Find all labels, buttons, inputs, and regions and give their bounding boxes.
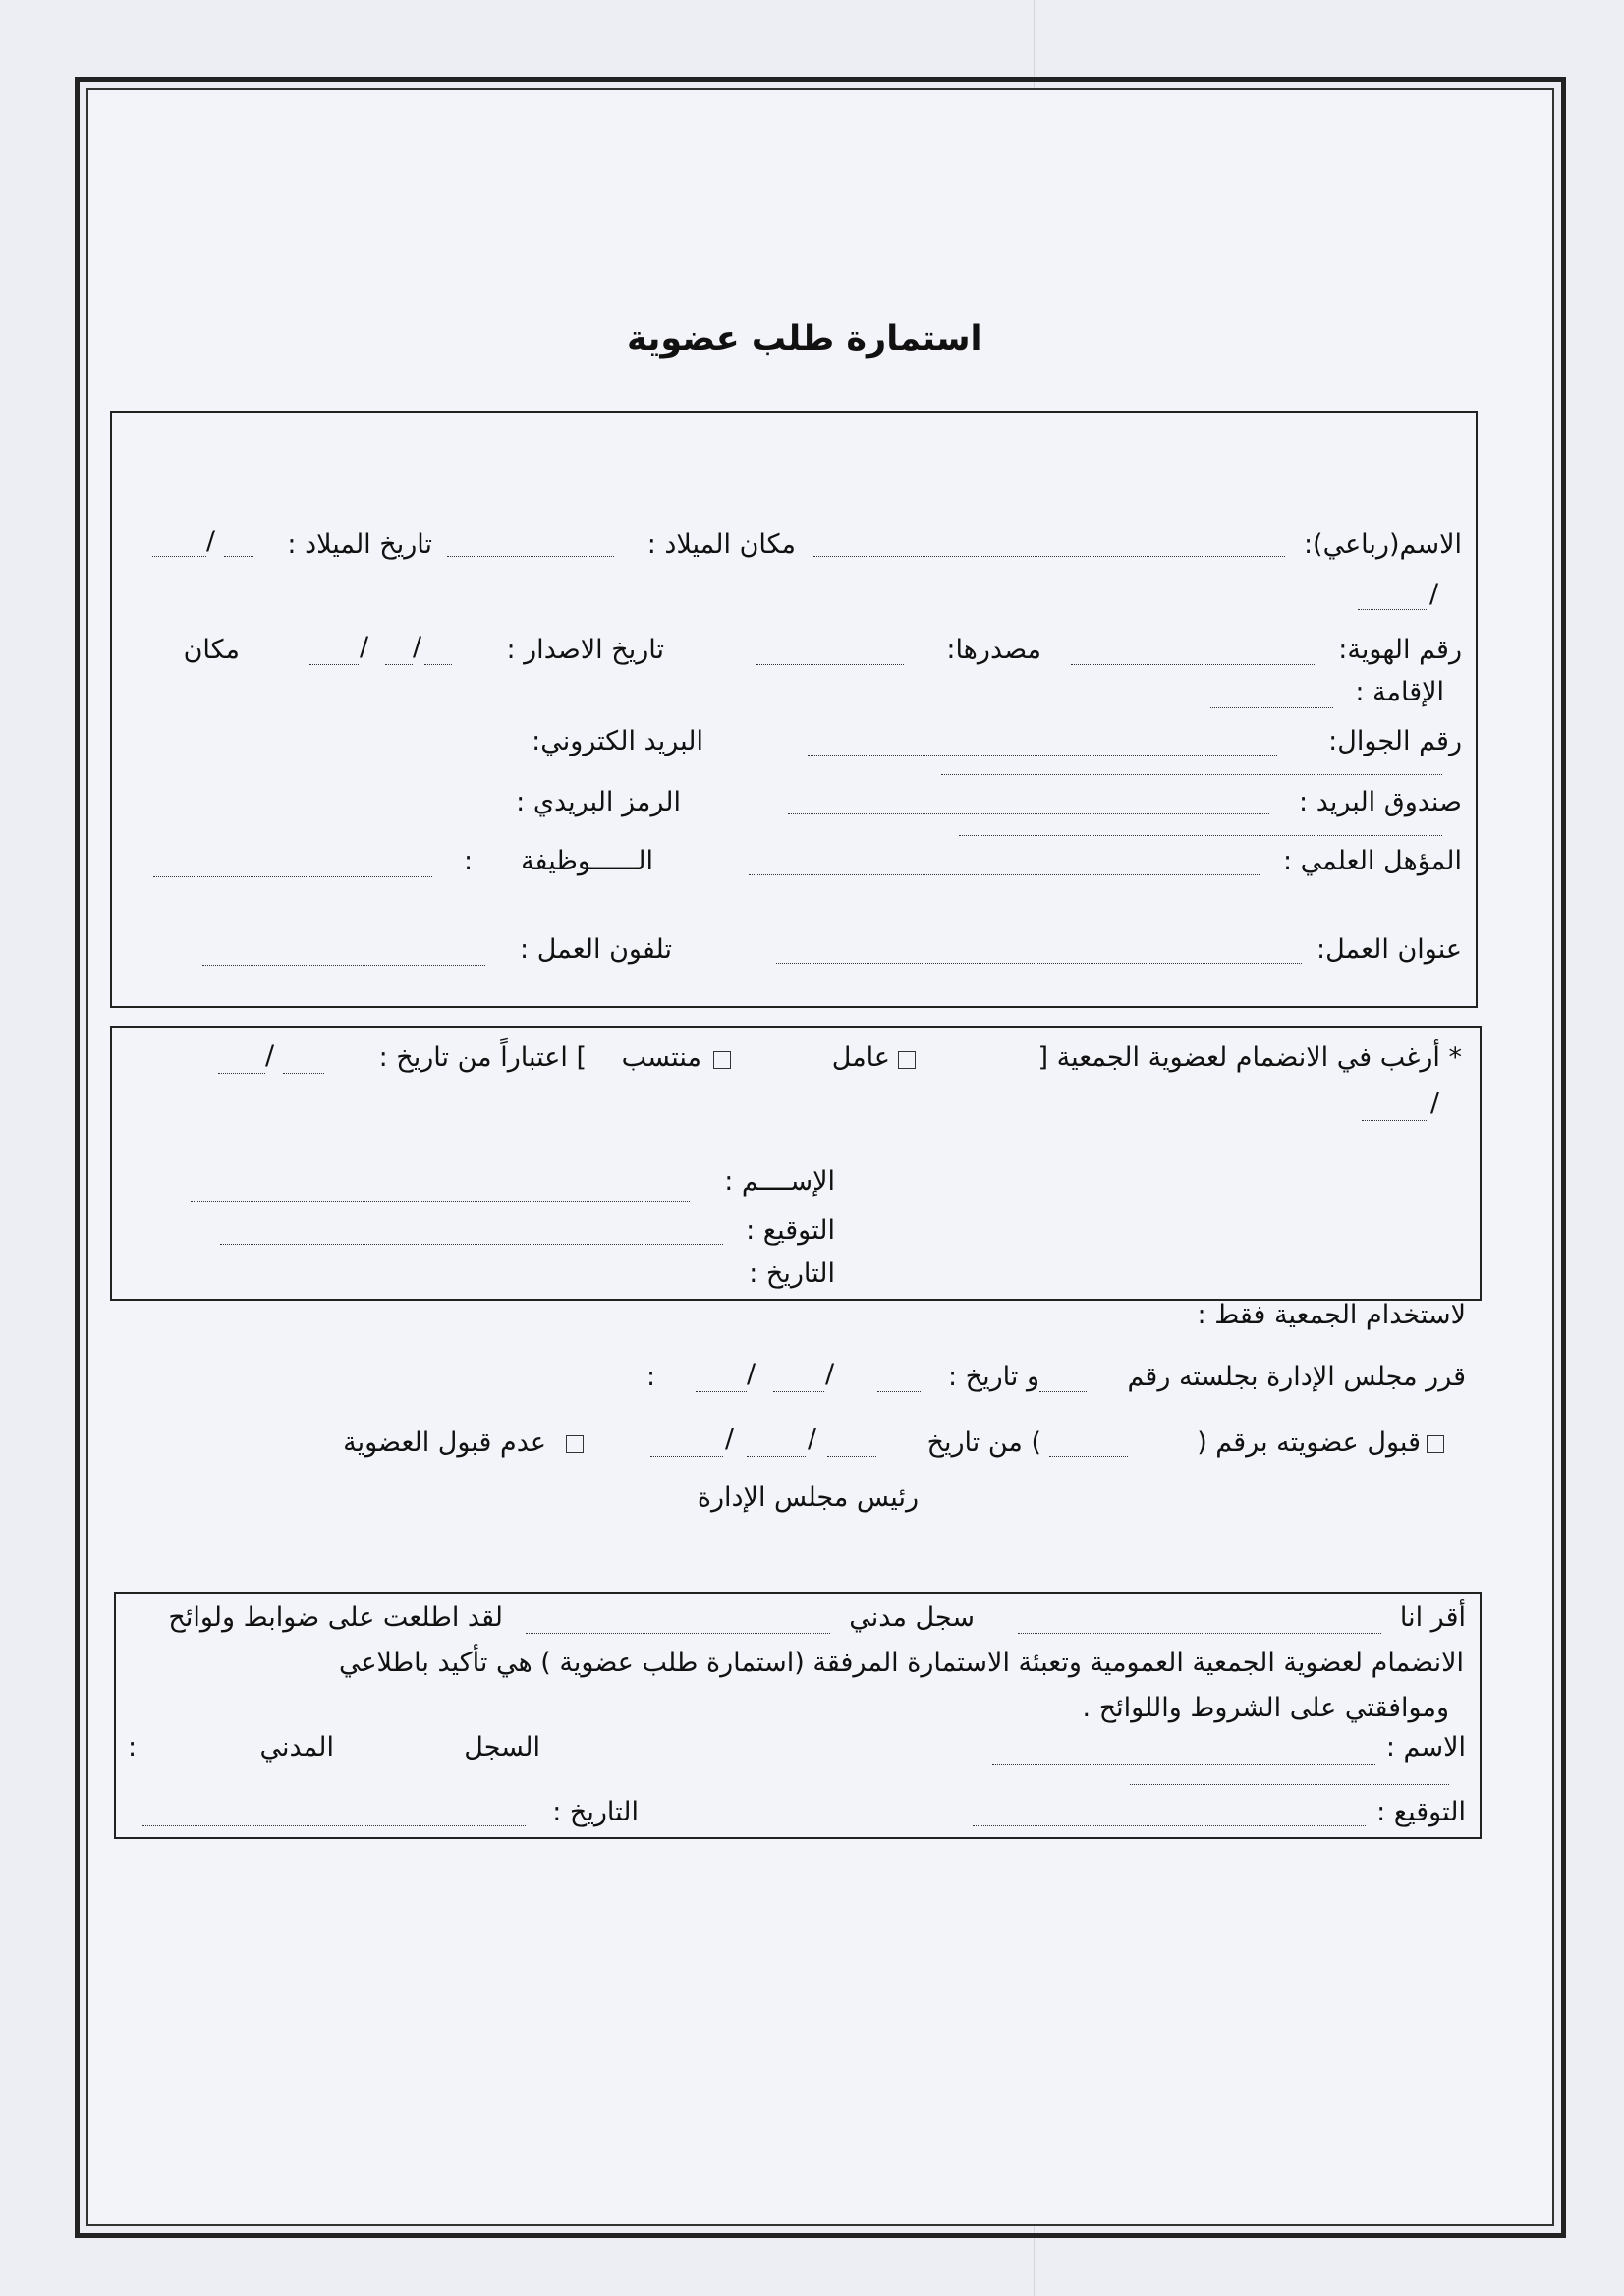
work-address-field[interactable] — [776, 963, 1302, 964]
applicant-signature-field[interactable] — [220, 1244, 723, 1245]
decision-date-label: و تاريخ : — [947, 1362, 1039, 1392]
board-chairman-text: رئيس مجلس الإدارة — [697, 1483, 919, 1513]
civil-reg-label-2: السجل — [464, 1732, 540, 1763]
civil-reg-label-3: المدني — [259, 1732, 334, 1763]
worker-checkbox[interactable] — [898, 1051, 916, 1069]
date-slash: / — [206, 526, 216, 556]
from-month-field[interactable] — [218, 1073, 265, 1074]
mobile-label: رقم الجوال: — [1328, 726, 1462, 756]
decision-year-field[interactable] — [696, 1391, 747, 1392]
birth-year-field[interactable] — [1358, 609, 1428, 610]
declarant-name-field[interactable] — [1018, 1633, 1381, 1634]
declarant-signature-label: التوقيع : — [1376, 1797, 1466, 1827]
birth-place-label: مكان الميلاد : — [646, 530, 796, 560]
form-title: استمارة طلب عضوية — [627, 319, 982, 359]
issue-year-field[interactable] — [309, 664, 359, 665]
declaration-line2: الانضمام لعضوية الجمعية العمومية وتعبئة الاستمارة المرفقة (استمارة طلب عضوية ) هي تأكيد باطلاعي — [338, 1648, 1464, 1678]
job-colon: : — [464, 846, 474, 876]
residence-label: مكان — [183, 635, 240, 665]
id-source-field[interactable] — [756, 664, 904, 665]
applicant-date-label: التاريخ : — [749, 1259, 835, 1289]
date-slash: / — [265, 1040, 275, 1071]
declaration-line3: وموافقتي على الشروط واللوائح . — [1082, 1693, 1449, 1723]
membership-request-text: * أرغب في الانضمام لعضوية الجمعية [ — [1037, 1042, 1462, 1073]
qualification-label: المؤهل العلمي : — [1282, 846, 1462, 876]
accept-year-field[interactable] — [650, 1456, 723, 1457]
name-label: الاسم(رباعي): — [1303, 530, 1462, 560]
reg-colon: : — [128, 1732, 138, 1763]
date-slash: / — [825, 1359, 835, 1389]
issue-date-label: تاريخ الاصدار : — [506, 635, 664, 665]
affiliate-label: منتسب — [621, 1042, 701, 1073]
birth-month-field[interactable] — [152, 556, 206, 557]
session-number-field[interactable] — [1039, 1391, 1087, 1392]
date-slash: / — [1430, 1088, 1440, 1118]
job-label: الــــــوظيفة — [521, 846, 653, 876]
accept-from-date-text: ) من تاريخ — [926, 1428, 1041, 1458]
civil-reg-field[interactable] — [526, 1633, 830, 1634]
date-slash: / — [725, 1424, 735, 1454]
declarant-date-field[interactable] — [142, 1825, 526, 1826]
declarant-date-label: التاريخ : — [552, 1797, 639, 1827]
birth-date-label: تاريخ الميلاد : — [287, 530, 432, 560]
id-number-field[interactable] — [1071, 664, 1316, 665]
decision-day-field[interactable] — [877, 1391, 921, 1392]
declaration-i-am: أقر انا — [1399, 1602, 1466, 1633]
date-slash: / — [360, 632, 369, 662]
work-phone-label: تلفون العمل : — [520, 934, 672, 965]
postal-code-field[interactable] — [959, 835, 1442, 836]
civil-reg-label: سجل مدني — [849, 1602, 975, 1633]
birth-place-field[interactable] — [447, 556, 614, 557]
issue-month-field[interactable] — [385, 664, 413, 665]
pobox-field[interactable] — [788, 813, 1269, 814]
accept-checkbox[interactable] — [1427, 1435, 1444, 1453]
from-date-label: ] اعتباراً من تاريخ : — [378, 1042, 587, 1073]
declarant-name-sign-field[interactable] — [992, 1764, 1375, 1765]
membership-number-field[interactable] — [1049, 1456, 1128, 1457]
accept-day-field[interactable] — [827, 1456, 876, 1457]
id-source-label: مصدرها: — [946, 635, 1041, 665]
name-field[interactable] — [813, 556, 1285, 557]
date-slash: / — [747, 1359, 756, 1389]
job-field[interactable] — [153, 876, 432, 877]
id-number-label: رقم الهوية: — [1338, 635, 1462, 665]
declaration-line1: لقد اطلعت على ضوابط ولوائح — [168, 1602, 503, 1633]
residence-field[interactable] — [1210, 707, 1333, 708]
from-day-field[interactable] — [283, 1073, 324, 1074]
birth-day-field[interactable] — [224, 556, 253, 557]
date-slash: / — [413, 632, 422, 662]
civil-reg-number-field[interactable] — [1130, 1784, 1449, 1785]
qualification-field[interactable] — [749, 874, 1260, 875]
accept-month-field[interactable] — [747, 1456, 806, 1457]
residence-label-cont: الإقامة : — [1355, 677, 1444, 707]
issue-day-field[interactable] — [424, 664, 452, 665]
personal-info-section — [110, 411, 1478, 1008]
reject-checkbox[interactable] — [566, 1435, 584, 1453]
board-decision-text: قرر مجلس الإدارة بجلسته رقم — [1127, 1362, 1466, 1392]
pobox-label: صندوق البريد : — [1299, 787, 1462, 817]
declarant-signature-field[interactable] — [973, 1825, 1366, 1826]
email-label: البريد الكتروني: — [532, 726, 703, 756]
mobile-field[interactable] — [808, 755, 1277, 756]
affiliate-checkbox[interactable] — [713, 1051, 731, 1069]
office-use-heading: لاستخدام الجمعية فقط : — [1197, 1300, 1466, 1330]
email-field[interactable] — [941, 774, 1442, 775]
applicant-name-field[interactable] — [191, 1201, 690, 1202]
date-slash: / — [1429, 579, 1439, 609]
declarant-name-label: الاسم : — [1385, 1732, 1466, 1763]
applicant-name-label: الإســــم : — [724, 1166, 835, 1197]
decision-month-field[interactable] — [773, 1391, 824, 1392]
postal-code-label: الرمز البريدي : — [516, 787, 681, 817]
accept-membership-text: قبول عضويته برقم ( — [1197, 1428, 1421, 1458]
applicant-signature-label: التوقيع : — [746, 1215, 835, 1246]
work-phone-field[interactable] — [202, 965, 485, 966]
worker-label: عامل — [831, 1042, 890, 1073]
decision-colon: : — [646, 1362, 656, 1392]
from-year-field[interactable] — [1362, 1120, 1428, 1121]
date-slash: / — [808, 1424, 817, 1454]
work-address-label: عنوان العمل: — [1316, 934, 1462, 965]
reject-membership-text: عدم قبول العضوية — [343, 1428, 546, 1458]
